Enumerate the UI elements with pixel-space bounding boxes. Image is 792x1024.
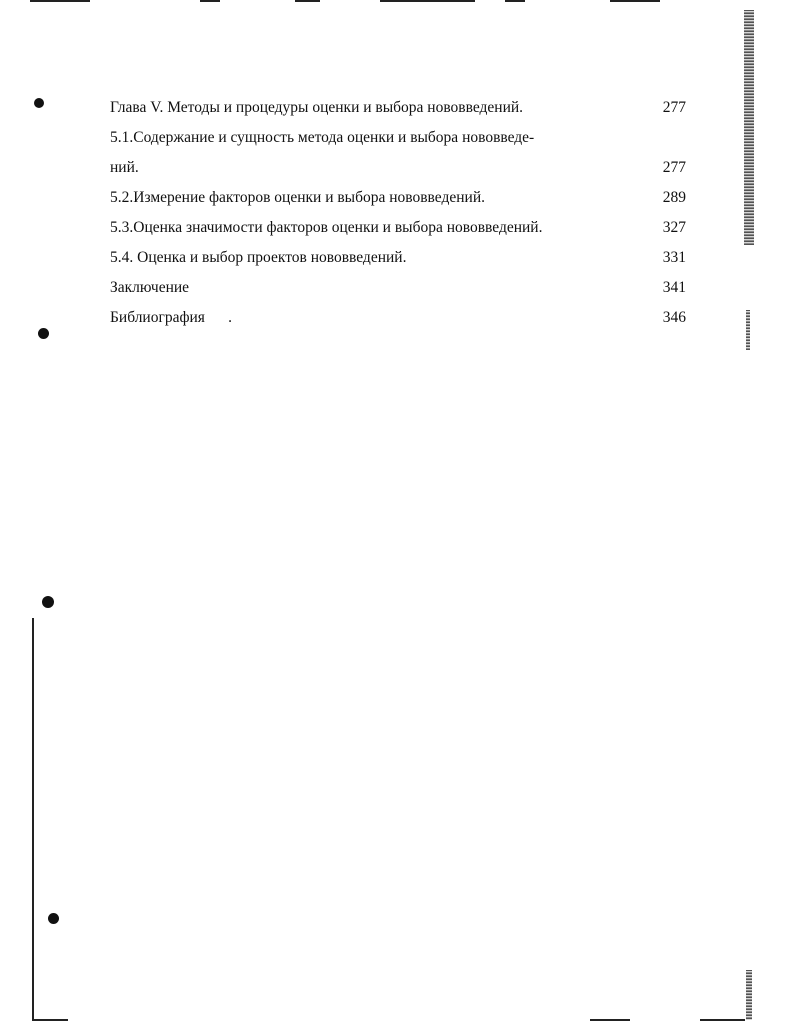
toc-entry-title: 5.4. Оценка и выбор проектов нововведений. xyxy=(110,249,407,266)
toc-entry xyxy=(110,213,686,243)
binding-hole-mark xyxy=(42,596,54,608)
toc-entry-page: 289 xyxy=(662,189,686,206)
toc-entry-page: 277 xyxy=(662,159,686,176)
binding-hole-mark xyxy=(38,328,49,339)
toc-entry xyxy=(110,273,686,303)
scan-right-edge xyxy=(746,310,750,350)
toc-entry-title: 5.2.Измерение факторов оценки и выбора нововведений. xyxy=(110,189,485,206)
scan-top-edge xyxy=(380,0,475,2)
scan-bottom-edge xyxy=(590,1019,630,1021)
scan-top-edge xyxy=(505,0,525,2)
scan-bottom-edge xyxy=(32,1019,68,1021)
toc-entry-title: 5.1.Содержание и сущность метода оценки и выбора нововведе- xyxy=(110,129,535,146)
table-of-contents xyxy=(110,93,686,333)
scan-right-edge xyxy=(746,970,752,1020)
scan-right-edge xyxy=(744,10,754,245)
toc-entry-title: Библиография . xyxy=(110,309,233,326)
binding-hole-mark xyxy=(34,98,44,108)
toc-entry-title: ний. xyxy=(110,159,139,176)
binding-hole-mark xyxy=(48,913,59,924)
toc-entry xyxy=(110,153,686,183)
toc-entry xyxy=(110,123,686,153)
toc-entry xyxy=(110,93,686,123)
toc-entry xyxy=(110,243,686,273)
toc-entry-page: 341 xyxy=(662,279,686,296)
toc-entry-page: 277 xyxy=(662,99,686,116)
scan-left-edge xyxy=(32,618,34,1020)
scan-bottom-edge xyxy=(700,1019,745,1021)
scan-top-edge xyxy=(295,0,320,2)
toc-entry-title: Заключение xyxy=(110,279,190,296)
toc-entry-title: 5.3.Оценка значимости факторов оценки и выбора нововведений. xyxy=(110,219,543,236)
toc-entry-title: Глава V. Методы и процедуры оценки и выбора нововведений. xyxy=(110,99,524,116)
toc-entry-page: 327 xyxy=(662,219,686,236)
toc-entry-page: 346 xyxy=(662,309,686,326)
toc-entry xyxy=(110,303,686,333)
toc-entry xyxy=(110,183,686,213)
scan-top-edge xyxy=(200,0,220,2)
scan-top-edge xyxy=(610,0,660,2)
toc-entry-page: 331 xyxy=(662,249,686,266)
scan-top-edge xyxy=(30,0,90,2)
